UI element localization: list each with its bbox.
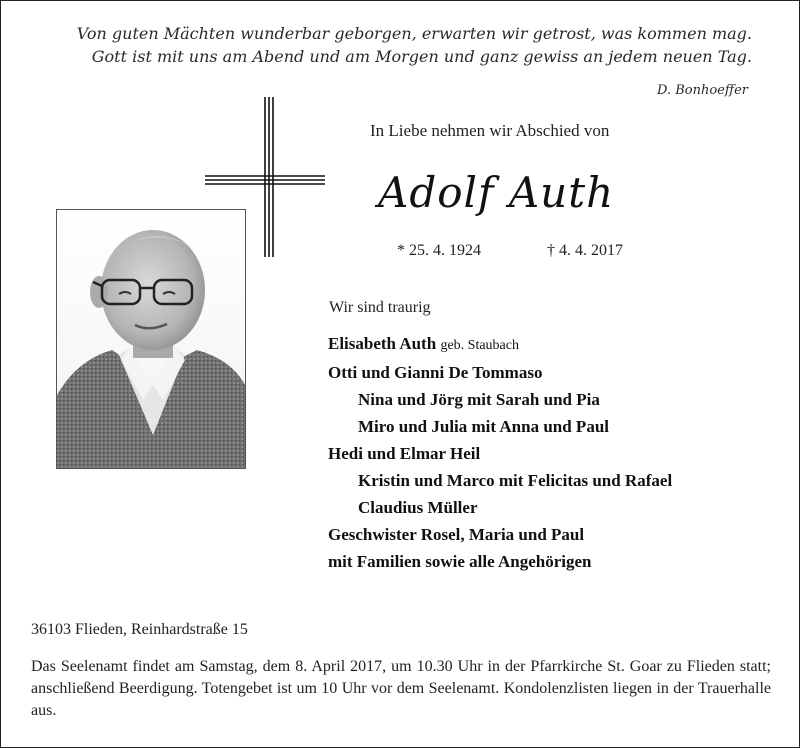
deceased-name: Adolf Auth [378, 168, 615, 217]
mourner-line: Claudius Müller [358, 498, 478, 517]
mourners-list [328, 330, 672, 575]
mourners-heading: Wir sind traurig [329, 299, 431, 316]
intro-text: In Liebe nehmen wir Abschied von [370, 121, 610, 140]
quote-line-1: Von guten Mächten wunderbar geborgen, erwarten wir getrost, was kommen mag. [76, 24, 752, 43]
quote-line-2: Gott ist mit uns am Abend und am Morgen und ganz gewiss an jedem neuen Tag. [91, 47, 752, 66]
mourner-line: mit Familien sowie alle Angehörigen [328, 552, 592, 571]
funeral-notice: Das Seelenamt findet am Samstag, dem 8. April 2017, um 10.30 Uhr in der Pfarrkirche St. Goar zu Flieden statt; anschließend Beerdigung. Totengebet ist um 10 Uhr vor dem Seelenamt. Kondolenzlisten liegen in der Trauerhalle aus. [31, 658, 771, 719]
mourner-line: Hedi und Elmar Heil [328, 444, 481, 463]
quote-author: D. Bonhoeffer [657, 83, 748, 98]
death-date: † 4. 4. 2017 [547, 242, 623, 259]
birth-date: * 25. 4. 1924 [397, 242, 481, 259]
mourner-line: Miro und Julia mit Anna und Paul [358, 417, 609, 436]
mourner-line: Geschwister Rosel, Maria und Paul [328, 525, 585, 544]
address: 36103 Flieden, Reinhardstraße 15 [31, 621, 248, 638]
wife-name: Elisabeth Auth [328, 334, 437, 353]
mourner-line [328, 330, 672, 359]
portrait-photo [56, 209, 246, 469]
bonhoeffer-quote [0, 22, 752, 68]
mourner-line: Otti und Gianni De Tommaso [328, 363, 543, 382]
maiden-name: geb. Staubach [440, 338, 519, 353]
mourner-line: Kristin und Marco mit Felicitas und Rafael [358, 471, 673, 490]
mourner-line: Nina und Jörg mit Sarah und Pia [358, 390, 600, 409]
